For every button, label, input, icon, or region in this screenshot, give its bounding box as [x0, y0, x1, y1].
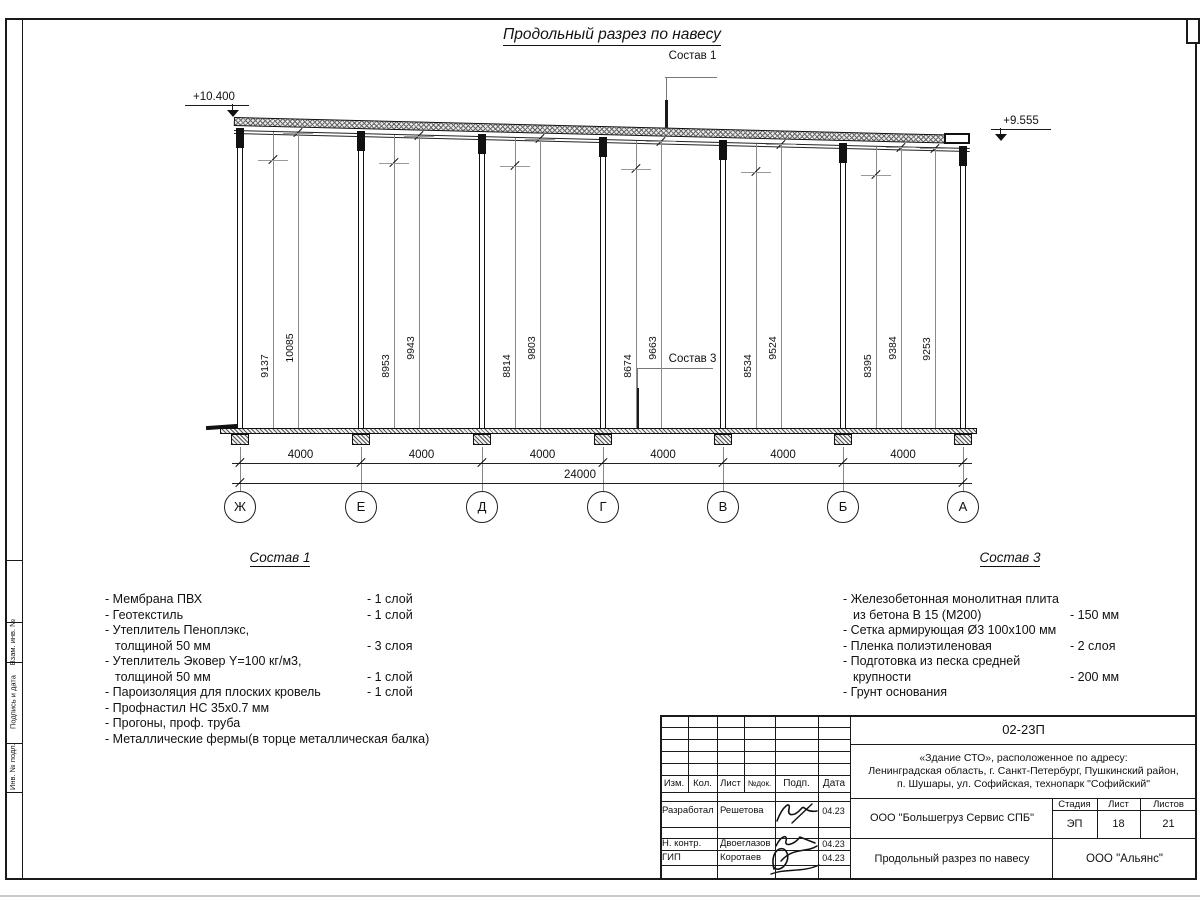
stamp-date: 04.23 — [822, 852, 845, 863]
column — [960, 148, 966, 428]
material-name: толщиной 50 мм — [115, 669, 211, 684]
side-strip-divider — [5, 792, 22, 793]
dim-level-line — [766, 144, 796, 145]
vertical-dim-label: 9253 — [921, 337, 933, 361]
leader-sostav3-label: Состав 3 — [668, 353, 717, 365]
bay-dim-label: 4000 — [408, 449, 435, 461]
material-name: - Прогоны, проф. труба — [105, 716, 241, 730]
bay-dim-label: 4000 — [770, 449, 796, 461]
stamp-header-col: Лист — [720, 778, 741, 789]
stamp-header-col: Изм. — [663, 778, 685, 789]
dim-level-line — [404, 136, 434, 137]
material-name: - Утеплитель Эковер Y=100 кг/м3, — [105, 654, 302, 668]
extension-line — [482, 447, 483, 491]
material-name: - Утеплитель Пеноплэкс, — [105, 623, 250, 637]
material-name: - Железобетонная монолитная плита — [843, 592, 1059, 606]
material-name: толщиной 50 мм — [115, 638, 211, 653]
dim-level-line — [258, 160, 288, 161]
material-qty: - 1 слой — [367, 685, 413, 699]
stamp-sheet-value: 18 — [1112, 818, 1125, 830]
material-qty: - 150 мм — [1070, 607, 1120, 622]
dim-level-line — [621, 169, 651, 170]
material-name: - Металлические фермы(в торце металлическая балка) — [105, 731, 430, 746]
page-bottom-edge — [0, 895, 1200, 897]
material-qty — [367, 623, 445, 639]
dim-level-line — [379, 163, 409, 164]
vertical-dim-label: 9384 — [887, 336, 899, 360]
dim-line-vertical — [781, 144, 782, 428]
side-strip-label: Подпись и дата — [8, 675, 18, 729]
dim-level-line — [920, 148, 950, 149]
dim-line-vertical — [394, 135, 395, 428]
stamp-org: ООО "Альянс" — [1086, 853, 1163, 865]
column-cap — [478, 134, 486, 154]
dim-level-line — [646, 141, 676, 142]
stamp-project-line: «Здание СТО», расположенное по адресу: — [919, 751, 1128, 764]
column-cap — [839, 143, 847, 163]
material-item — [843, 654, 1148, 670]
dim-line-vertical — [935, 148, 936, 428]
material-name: - Пароизоляция для плоских кровель — [105, 685, 321, 699]
axis-bubble-Е: Е — [345, 491, 377, 523]
leader-sostav1-bar — [665, 100, 668, 128]
material-qty: - 1 слой — [367, 592, 413, 606]
footing — [231, 434, 249, 445]
material-qty: - 3 слоя — [367, 638, 413, 653]
column-cap — [236, 128, 244, 148]
footing — [834, 434, 852, 445]
footing — [714, 434, 732, 445]
drawing-title: Продольный разрез по навесу — [503, 26, 721, 46]
leader-sostav3-line — [637, 368, 638, 389]
leader-sostav1-line — [666, 77, 667, 100]
dim-line-vertical — [636, 141, 637, 428]
column-cap — [719, 140, 727, 160]
axis-bubble-В: В — [707, 491, 739, 523]
material-item — [105, 716, 445, 732]
material-item — [105, 701, 445, 717]
stamp-header-col: Дата — [822, 778, 846, 789]
footing — [473, 434, 491, 445]
material-item — [105, 608, 445, 624]
extension-line — [723, 447, 724, 491]
vertical-dim-label: 8674 — [622, 354, 634, 378]
stamp-company: ООО "Большегруз Сервис СПБ" — [869, 812, 1035, 824]
axis-bubble-Г: Г — [587, 491, 619, 523]
material-qty — [367, 701, 445, 717]
dim-line-vertical — [540, 139, 541, 428]
material-qty: - 1 слой — [367, 607, 413, 622]
stamp-role: Н. контр. — [662, 837, 702, 849]
stamp-project-line: п. Шушары, ул. Софийская, технопарк "Софийский" — [897, 777, 1150, 790]
stamp-doc-number: 02-23П — [1002, 722, 1045, 737]
dim-line-vertical — [515, 138, 516, 428]
bay-dim-label: 4000 — [287, 449, 314, 461]
vertical-dim-label: 8395 — [862, 354, 874, 378]
column — [840, 145, 846, 428]
column-cap — [599, 137, 607, 157]
material-item — [843, 608, 1148, 624]
material-name: - Геотекстиль — [105, 607, 184, 622]
material-qty — [1070, 623, 1148, 639]
dim-line-vertical — [901, 147, 902, 428]
extension-line — [361, 447, 362, 491]
dim-level-line — [283, 133, 313, 134]
dim-line-total — [232, 483, 972, 484]
bay-dim-label: 4000 — [650, 449, 676, 461]
material-name: из бетона В 15 (М200) — [853, 607, 982, 622]
total-dim-label: 24000 — [564, 469, 596, 481]
stamp-grid-hline — [660, 739, 850, 740]
material-name: - Профнастил НС 35x0.7 мм — [105, 700, 270, 715]
dim-line-vertical — [876, 147, 877, 428]
material-item — [105, 639, 445, 655]
vertical-dim-label: 8814 — [501, 354, 513, 378]
vertical-dim-label: 9137 — [259, 354, 271, 378]
material-item — [105, 732, 445, 748]
sostav3-list — [843, 592, 1148, 701]
extension-line — [240, 447, 241, 491]
axis-bubble-Б: Б — [827, 491, 859, 523]
stamp-date: 04.23 — [822, 806, 845, 816]
vertical-dim-label: 9803 — [526, 336, 538, 360]
footing — [594, 434, 612, 445]
stamp-grid-hline — [660, 763, 850, 764]
stamp-grid-hline — [660, 801, 850, 802]
material-name: - Пленка полиэтиленовая — [843, 638, 992, 653]
stamp-grid-vline — [1140, 798, 1141, 838]
stamp-grid-hline — [1052, 810, 1197, 811]
material-qty — [1070, 654, 1148, 670]
axis-bubble-Д: Д — [466, 491, 498, 523]
material-qty — [1070, 685, 1148, 701]
column — [720, 142, 726, 428]
dim-level-line — [861, 175, 891, 176]
stamp-sheet-label: Лист — [1108, 798, 1129, 810]
bay-dim-label: 4000 — [890, 449, 916, 461]
sostav1-list — [105, 592, 445, 747]
material-item — [843, 639, 1148, 655]
material-item — [105, 623, 445, 639]
material-item — [105, 670, 445, 686]
roof-end-beam — [944, 133, 970, 144]
stamp-project-name — [853, 744, 1194, 798]
stamp-stage-value: ЭП — [1066, 818, 1083, 830]
leader-sostav1-label: Состав 1 — [668, 50, 717, 62]
material-name: - Мембрана ПВХ — [105, 592, 203, 606]
stamp-header-col: Подп. — [783, 778, 810, 789]
stamp-grid-hline — [850, 838, 1197, 839]
corner-stamp-box — [1186, 18, 1200, 44]
side-strip-label: Инв. № подл. — [8, 743, 17, 790]
stamp-name: Двоеглазов — [720, 837, 771, 849]
leader-sostav1-shelf — [665, 77, 717, 78]
dim-level-line — [525, 139, 555, 140]
vertical-dim-label: 9663 — [647, 336, 659, 360]
elevation-left-arrow-icon — [227, 110, 239, 117]
footing — [352, 434, 370, 445]
sostav1-heading-wrap — [225, 549, 335, 567]
side-strip-label: Взам. инв. № — [8, 618, 17, 666]
sostav3-heading: Состав 3 — [979, 550, 1041, 565]
material-item — [105, 654, 445, 670]
vertical-dim-label: 9524 — [767, 336, 779, 360]
material-qty — [367, 654, 445, 670]
vertical-dim-label: 8953 — [380, 354, 392, 378]
material-qty — [1070, 592, 1148, 608]
material-name: - Сетка армирующая Ø3 100x100 мм — [843, 623, 1057, 637]
stamp-sheet-title: Продольный разрез по навесу — [874, 853, 1030, 865]
dim-line-vertical — [273, 132, 274, 428]
sostav3-heading-wrap — [955, 549, 1065, 567]
stamp-grid-hline — [660, 827, 850, 828]
material-qty: - 200 мм — [1070, 669, 1120, 684]
material-qty — [429, 732, 507, 748]
stamp-name: Коротаев — [720, 851, 762, 863]
extension-line — [843, 447, 844, 491]
elevation-right-arrow-icon — [995, 134, 1007, 141]
dim-line-vertical — [298, 133, 299, 428]
stamp-grid-hline — [660, 792, 850, 793]
stamp-date: 04.23 — [822, 838, 845, 849]
stamp-grid-hline — [660, 727, 850, 728]
stamp-grid-vline — [1097, 798, 1098, 838]
stamp-grid-hline — [660, 775, 850, 776]
elevation-left-label: +10.400 — [193, 91, 235, 103]
stamp-stage-label: Стадия — [1058, 798, 1091, 810]
column — [358, 133, 364, 428]
signature — [774, 799, 820, 827]
elevation-left-shelf — [185, 105, 249, 106]
bay-dim-label: 4000 — [529, 449, 556, 461]
column — [479, 136, 485, 428]
dim-level-line — [886, 147, 916, 148]
vertical-dim-label: 9943 — [405, 336, 417, 360]
material-item — [105, 685, 445, 701]
frame-inner-left-line — [22, 18, 23, 880]
material-item — [843, 592, 1148, 608]
stamp-header-col: №док. — [747, 779, 772, 788]
column-cap — [959, 146, 967, 166]
material-item — [843, 670, 1148, 686]
material-item — [105, 592, 445, 608]
column — [237, 130, 243, 428]
stamp-role: Разработал — [662, 805, 714, 816]
dim-level-line — [741, 172, 771, 173]
stamp-grid-hline — [850, 744, 1197, 745]
column — [600, 139, 606, 428]
vertical-dim-label: 8534 — [742, 354, 754, 378]
extension-line — [963, 447, 964, 491]
material-item — [843, 623, 1148, 639]
elevation-right-label: +9.555 — [1003, 115, 1039, 127]
dim-level-line — [500, 166, 530, 167]
axis-bubble-А: А — [947, 491, 979, 523]
stamp-header-col: Кол. — [693, 778, 712, 789]
material-qty — [367, 716, 445, 732]
stamp-role: ГИП — [662, 851, 681, 863]
side-strip-divider — [5, 560, 22, 561]
column-cap — [357, 131, 365, 151]
stamp-grid-hline — [660, 751, 850, 752]
axis-bubble-Ж: Ж — [224, 491, 256, 523]
stamp-sheets-label: Листов — [1153, 798, 1184, 810]
material-name: - Подготовка из песка средней — [843, 654, 1021, 668]
stamp-grid-hline — [850, 798, 1197, 799]
drawing-title-wrap — [412, 26, 812, 44]
material-qty: - 1 слой — [367, 669, 413, 684]
material-name: крупности — [853, 669, 912, 684]
footing — [954, 434, 972, 445]
vertical-dim-label: 10085 — [284, 333, 296, 363]
material-name: - Грунт основания — [843, 685, 948, 699]
sostav1-heading: Состав 1 — [249, 550, 311, 565]
dim-line-vertical — [419, 136, 420, 428]
stamp-project-line: Ленинградская область, г. Санкт-Петербург, Пушкинский район, — [868, 764, 1179, 777]
material-qty: - 2 слоя — [1070, 638, 1116, 653]
stamp-grid-hline — [660, 865, 850, 866]
dim-line-vertical — [661, 141, 662, 428]
stamp-sheets-value: 21 — [1162, 818, 1175, 830]
dim-line-vertical — [756, 144, 757, 428]
material-item — [843, 685, 1148, 701]
stamp-name: Решетова — [720, 805, 764, 816]
